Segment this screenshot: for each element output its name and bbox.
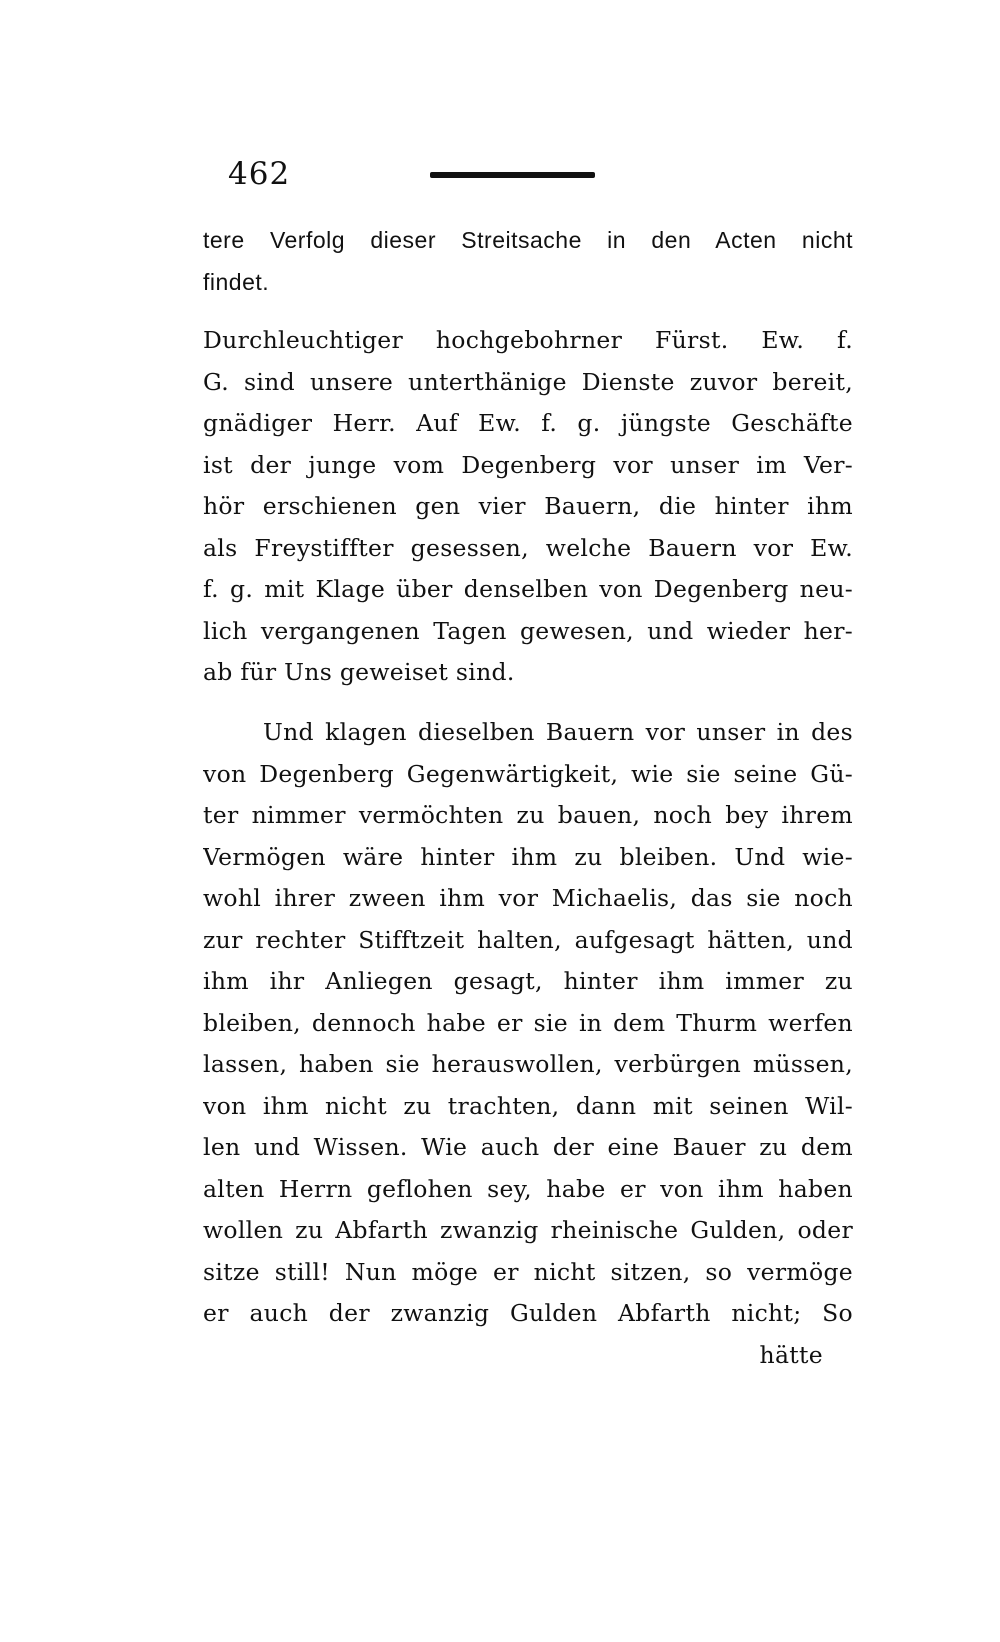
text-line: lassen, haben sie herauswollen, verbürgen müssen, <box>203 1050 853 1078</box>
text-line: bleiben, dennoch habe er sie in dem Thurm werfen <box>203 1008 853 1037</box>
second-paragraph <box>203 712 853 1376</box>
text-line: er auch der zwanzig Gulden Abfarth nicht; So <box>203 1299 853 1327</box>
text-line: wollen zu Abfarth zwanzig rheinische Gulden, oder <box>203 1216 853 1244</box>
text-line: zur rechter Stifftzeit halten, aufgesagt hätten, und <box>203 925 853 954</box>
text-line: von ihm nicht zu trachten, dann mit seinen Wil- <box>203 1091 853 1120</box>
text-line: Vermögen wäre hinter ihm zu bleiben. Und wie- <box>203 842 853 871</box>
text-line: ist der junge vom Degenberg vor unser im Ver- <box>203 450 853 479</box>
text-line: von Degenberg Gegenwärtigkeit, wie sie seine Gü- <box>203 759 853 788</box>
text-line: Durchleuchtiger hochgebohrner Fürst. Ew. f. <box>203 326 853 354</box>
catchword: hätte <box>759 1340 823 1369</box>
text-line: wohl ihrer zween ihm vor Michaelis, das sie noch <box>203 884 853 912</box>
text-line: len und Wissen. Wie auch der eine Bauer zu dem <box>203 1133 853 1161</box>
text-line: alten Herrn geflohen sey, habe er von ihm haben <box>203 1174 853 1203</box>
text-line: Und klagen dieselben Bauern vor unser in des <box>263 718 853 746</box>
page-number: 462 <box>228 156 291 192</box>
text-line: ihm ihr Anliegen gesagt, hinter ihm immer zu <box>203 967 853 995</box>
text-line: lich vergangenen Tagen gewesen, und wieder her- <box>203 616 853 645</box>
text-line: f. g. mit Klage über denselben von Degenberg neu- <box>203 575 853 603</box>
text-line: G. sind unsere unterthänige Dienste zuvor bereit, <box>203 367 853 396</box>
intro-paragraph <box>203 220 853 303</box>
text-line: als Freystiffter gesessen, welche Bauern vor Ew. <box>203 533 853 562</box>
text-line: findet. <box>203 268 270 295</box>
text-line: tere Verfolg dieser Streitsache in den Acten nicht <box>203 227 853 253</box>
page-header <box>200 155 840 195</box>
text-line: sitze still! Nun möge er nicht sitzen, so vermöge <box>203 1257 853 1286</box>
letter-paragraph <box>203 320 853 694</box>
header-rule <box>430 172 595 178</box>
text-line: gnädiger Herr. Auf Ew. f. g. jüngste Geschäfte <box>203 409 853 437</box>
text-line: ter nimmer vermöchten zu bauen, noch bey ihrem <box>203 801 853 829</box>
text-line: hör erschienen gen vier Bauern, die hinter ihm <box>203 492 853 520</box>
text-line: ab für Uns geweiset sind. <box>203 658 515 686</box>
